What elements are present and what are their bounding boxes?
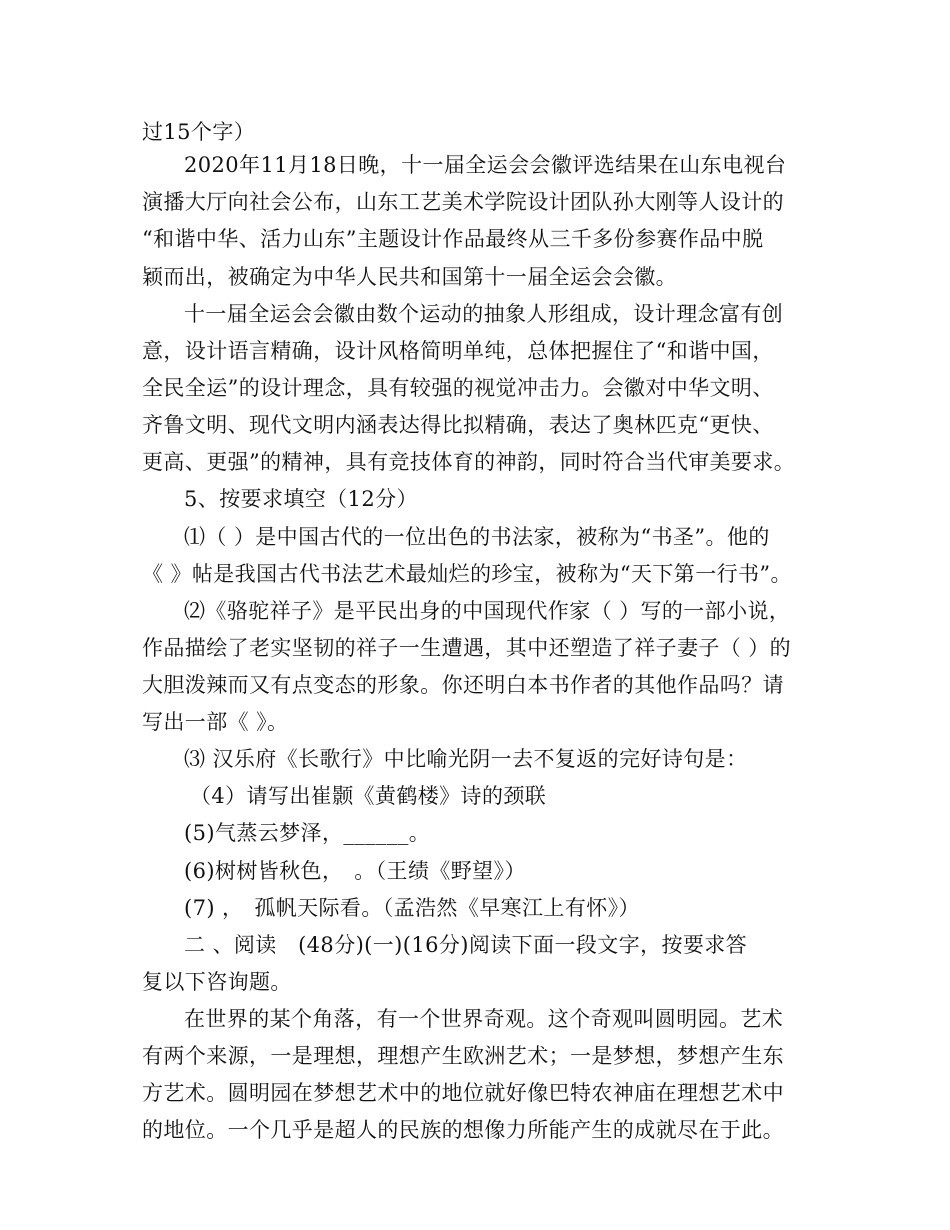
question-item: ⑶ 汉乐府《长歌行》中比喻光阴一去不复返的完好诗句是： [184,747,748,771]
text-line: “和谐中华、活力山东”主题设计作品最终从三千多份参赛作品中脱 [142,227,764,251]
section-heading: 二 、阅读 (48分)(一)(16分)阅读下面一段文字，按要求答 [184,933,748,957]
text-line: 《 》帖是我国古代书法艺术最灿烂的珍宝，被称为“天下第一行书”。 [142,562,792,586]
paragraph-start: 十一届全运会会徽由数个运动的抽象人形组成，设计理念富有创 [184,302,784,326]
text-line: 齐鲁文明、现代文明内涵表达得比拟精确，表达了奥林匹克“更快、 [142,413,774,437]
question-item: (6)树树皆秋色， 。（王绩《野望》） [184,859,526,883]
text-line: 大胆泼辣而又有点变态的形象。你还明白本书作者的其他作品吗？请 [142,673,784,697]
question-item: (7) ， 孤帆天际看。（孟浩然《早寒江上有怀》） [184,896,640,920]
question-heading: 5、按要求填空（12分） [184,487,418,511]
text-line: 过15个字） [142,120,256,144]
text-line: 更高、更强”的精神，具有竞技体育的神韵，同时符合当代审美要求。 [142,450,796,474]
text-line: 作品描绘了老实坚韧的祥子一生遭遇，其中还塑造了祥子妻子（ ）的 [142,636,792,660]
text-line: 的地位。一个几乎是超人的民族的想像力所能产生的成就尽在于此。 [142,1118,784,1142]
text-line: 复以下咨询题。 [142,970,292,994]
question-item: (5)气蒸云梦泽，______。 [184,821,431,845]
paragraph-start: 在世界的某个角落，有一个世界奇观。这个奇观叫圆明园。艺术 [184,1007,784,1031]
text-line: 写出一部《 》。 [142,710,289,734]
text-line: 有两个来源，一是理想，理想产生欧洲艺术；一是梦想，梦想产生东 [142,1044,784,1068]
text-line: 意，设计语言精确，设计风格简明单纯，总体把握住了“和谐中国， [142,339,774,363]
question-item: ⑵《骆驼祥子》是平民出身的中国现代作家（ ）写的一部小说， [184,599,791,623]
text-line: 颖而出，被确定为中华人民共和国第十一届全运会会徽。 [142,265,677,289]
text-line: 演播大厅向社会公布，山东工艺美术学院设计团队孙大刚等人设计的 [142,190,784,214]
question-item: ⑴（ ）是中国古代的一位出色的书法家，被称为“书圣”。他的 [184,525,770,549]
question-item: （4）请写出崔颢《黄鹤楼》诗的颈联 [190,784,547,808]
text-line: 全民全运”的设计理念，具有较强的视觉冲击力。会徽对中华文明、 [142,376,774,400]
paragraph-start: 2020年11月18日晚，十一届全运会会徽评选结果在山东电视台 [184,153,787,177]
text-line: 方艺术。圆明园在梦想艺术中的地位就好像巴特农神庙在理想艺术中 [142,1081,784,1105]
